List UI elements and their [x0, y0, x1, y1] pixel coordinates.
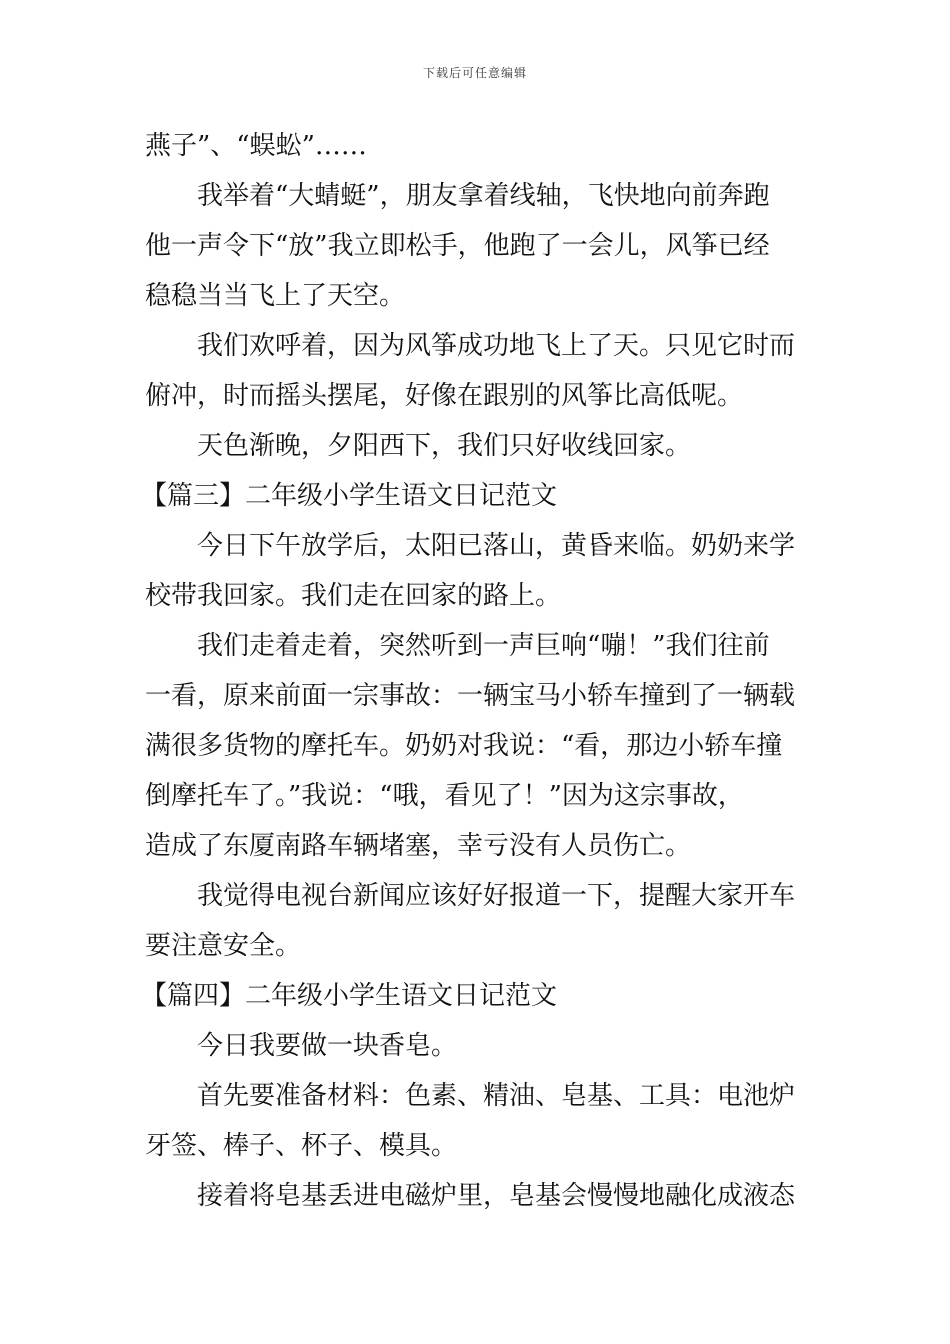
page-header: 下载后可任意编辑	[422, 66, 527, 80]
text-line: 今日我要做一块香皂。	[197, 1031, 458, 1061]
text-line: 一看，原来前面一宗事故：一辆宝马小轿车撞到了一辆载	[145, 681, 796, 711]
text-line: 校带我回家。我们走在回家的路上。	[145, 581, 562, 611]
document-body	[141, 121, 810, 1221]
text-line: 接着将皂基丢进电磁炉里，皂基会慢慢地融化成液态	[197, 1181, 796, 1211]
text-line: 今日下午放学后，太阳已落山，黄昏来临。奶奶来学	[197, 531, 796, 561]
text-line: 要注意安全。	[145, 931, 302, 961]
text-line: 稳稳当当飞上了天空。	[145, 281, 406, 311]
text-line: 我们走着走着，突然听到一声巨响“嘣！”我们往前	[197, 631, 770, 661]
section-heading: 【篇四】二年级小学生语文日记范文	[141, 981, 558, 1011]
text-line: 造成了东厦南路车辆堵塞，幸亏没有人员伤亡。	[145, 831, 692, 861]
text-line: 我觉得电视台新闻应该好好报道一下，提醒大家开车	[197, 881, 796, 911]
text-line: 天色渐晚，夕阳西下，我们只好收线回家。	[197, 431, 692, 461]
text-line: 满很多货物的摩托车。奶奶对我说：“看，那边小轿车撞	[145, 731, 783, 761]
text-line: 倒摩托车了。”我说：“哦，看见了！”因为这宗事故，	[145, 781, 744, 811]
section-heading: 【篇三】二年级小学生语文日记范文	[141, 481, 558, 511]
text-line: 俯冲，时而摇头摆尾，好像在跟别的风筝比高低呢。	[145, 381, 744, 411]
text-line: 首先要准备材料：色素、精油、皂基、工具：电池炉	[197, 1081, 796, 1111]
text-line: 我举着“大蜻蜓”，朋友拿着线轴，飞快地向前奔跑	[197, 181, 770, 211]
text-line: 燕子”、“蜈蚣”……	[145, 131, 367, 161]
text-line: 我们欢呼着，因为风筝成功地飞上了天。只见它时而	[197, 331, 796, 361]
text-line: 他一声令下“放”我立即松手，他跑了一会儿，风筝已经	[145, 231, 770, 261]
text-line: 牙签、棒子、杯子、模具。	[145, 1131, 458, 1161]
